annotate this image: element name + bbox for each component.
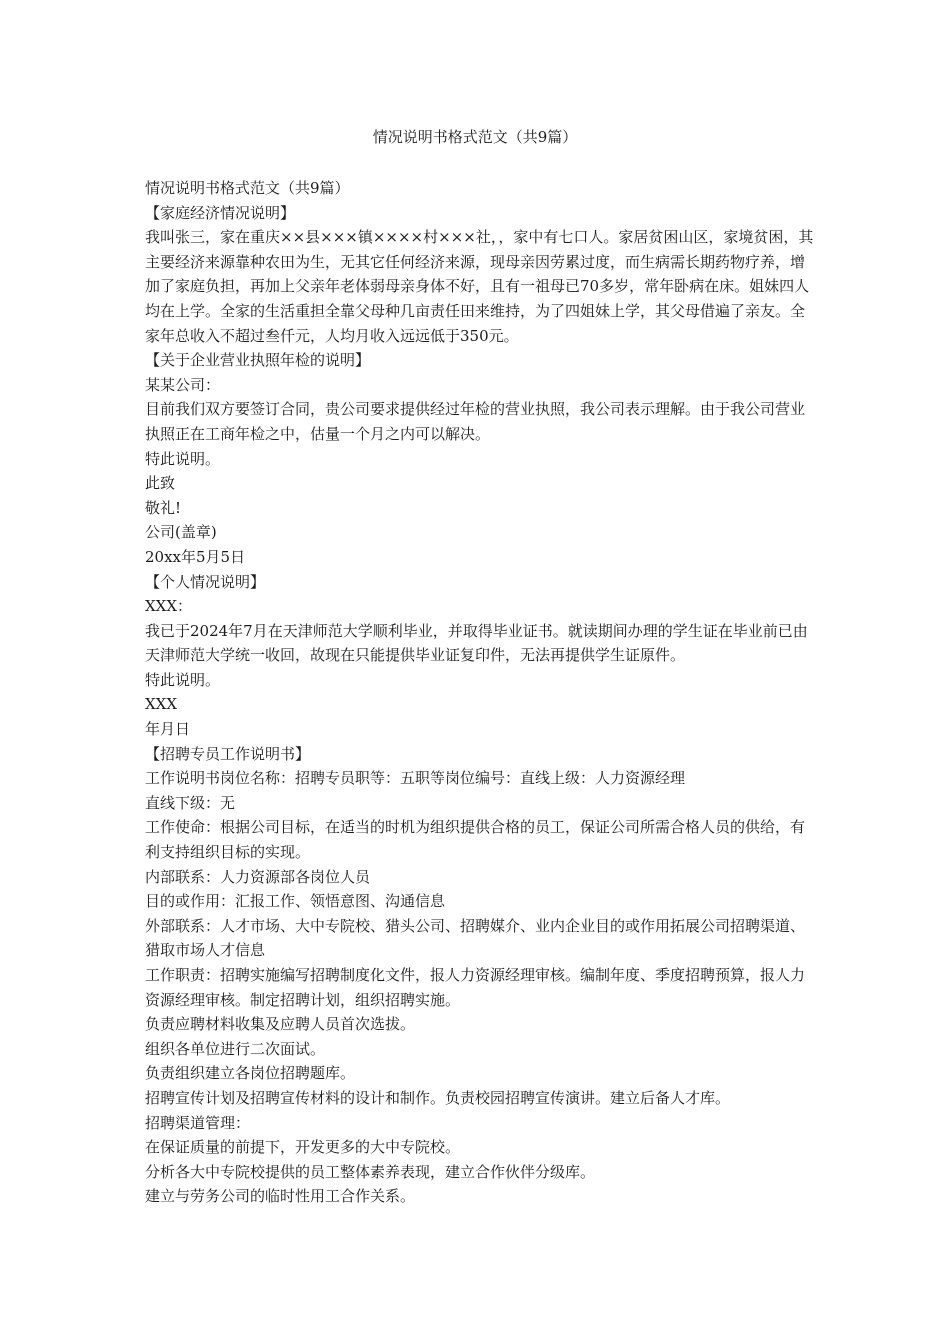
paragraph: 建立与劳务公司的临时性用工合作关系。 [145, 1187, 416, 1206]
paragraph: 招聘渠道管理： [145, 1113, 251, 1132]
paragraph: 负责应聘材料收集及应聘人员首次选拔。 [145, 1015, 416, 1034]
paragraph: 目前我们双方要签订合同，贵公司要求提供经过年检的营业执照，我公司表示理解。由于我公司营业执照正在工商年检之中，估量一个月之内可以解决。 [145, 400, 806, 443]
section-heading-personal: 【个人情况说明】 [145, 572, 266, 591]
closing-line: 敬礼! [145, 498, 182, 517]
signature: XXX [145, 695, 178, 714]
page-title: 情况说明书格式范文（共9篇） [372, 128, 578, 146]
paragraph: 我已于2024年7月在天津师范大学顺利毕业，并取得毕业证书。就读期间办理的学生证在毕业前已由天津师范大学统一收回，故现在只能提供毕业证复印件，无法再提供学生证原件。 [145, 621, 808, 665]
closing-line: 特此说明。 [145, 670, 221, 689]
salutation: XXX： [145, 597, 193, 616]
date: 年月日 [145, 720, 191, 739]
paragraph: 工作使命：根据公司目标，在适当的时机为组织提供合格的员工，保证公司所需合格人员的供给，有利支持组织目标的实现。 [145, 818, 806, 862]
signature: 公司(盖章) [145, 523, 217, 542]
paragraph: 工作说明书岗位名称：招聘专员职等：五职等岗位编号：直线上级：人力资源经理 [145, 769, 686, 788]
paragraph: 目的或作用：汇报工作、领悟意图、沟通信息 [145, 892, 446, 911]
paragraph: 工作职责：招聘实施编写招聘制度化文件，报人力资源经理审核。编制年度、季度招聘预算，报人力资源经理审核。制定招聘计划，组织招聘实施。 [145, 966, 806, 1009]
paragraph: 招聘宣传计划及招聘宣传材料的设计和制作。负责校园招聘宣传演讲。建立后备人才库。 [145, 1088, 731, 1107]
closing-line: 特此说明。 [145, 449, 221, 468]
paragraph: 我叫张三，家在重庆××县×××镇××××村×××社，，家中有七口人。家居贫困山区，家境贫困，其主要经济来源靠种农田为生，无其它任何经济来源，现母亲因劳累过度，而生病需长期药物疗养，增加了家庭负担，再加上父亲年老体弱母亲身体不好，且有一祖母已70多岁，常年卧病在床。姐妹四人均在上学。全家的生活重担全靠父母种几亩责任田来维持，为了四姐妹上学，其父母借遍了亲友。全家年总收入不超过叁仟元，人均月收入远远低于350元。 [145, 228, 814, 345]
paragraph: 在保证质量的前提下，开发更多的大中专院校。 [145, 1138, 461, 1157]
section-heading-recruiter: 【招聘专员工作说明书】 [145, 744, 311, 763]
salutation: 某某公司： [145, 375, 221, 394]
doc-heading: 情况说明书格式范文（共9篇） [145, 179, 350, 197]
paragraph: 分析各大中专院校提供的员工整体素养表现，建立合作伙伴分级库。 [145, 1162, 596, 1181]
section-heading-family-economy: 【家庭经济情况说明】 [145, 203, 296, 222]
paragraph: 负责组织建立各岗位招聘题库。 [145, 1064, 356, 1083]
paragraph: 组织各单位进行二次面试。 [145, 1039, 326, 1058]
closing-line: 此致 [145, 474, 176, 493]
section-heading-business-license: 【关于企业营业执照年检的说明】 [145, 351, 371, 370]
paragraph: 内部联系：人力资源部各岗位人员 [145, 867, 371, 886]
paragraph: 外部联系：人才市场、大中专院校、猎头公司、招聘媒介、业内企业目的或作用拓展公司招聘渠道、猎取市场人才信息 [145, 916, 806, 960]
paragraph: 直线下级：无 [145, 793, 236, 812]
date: 20xx年5月5日 [145, 547, 246, 566]
document-body [145, 176, 815, 1209]
